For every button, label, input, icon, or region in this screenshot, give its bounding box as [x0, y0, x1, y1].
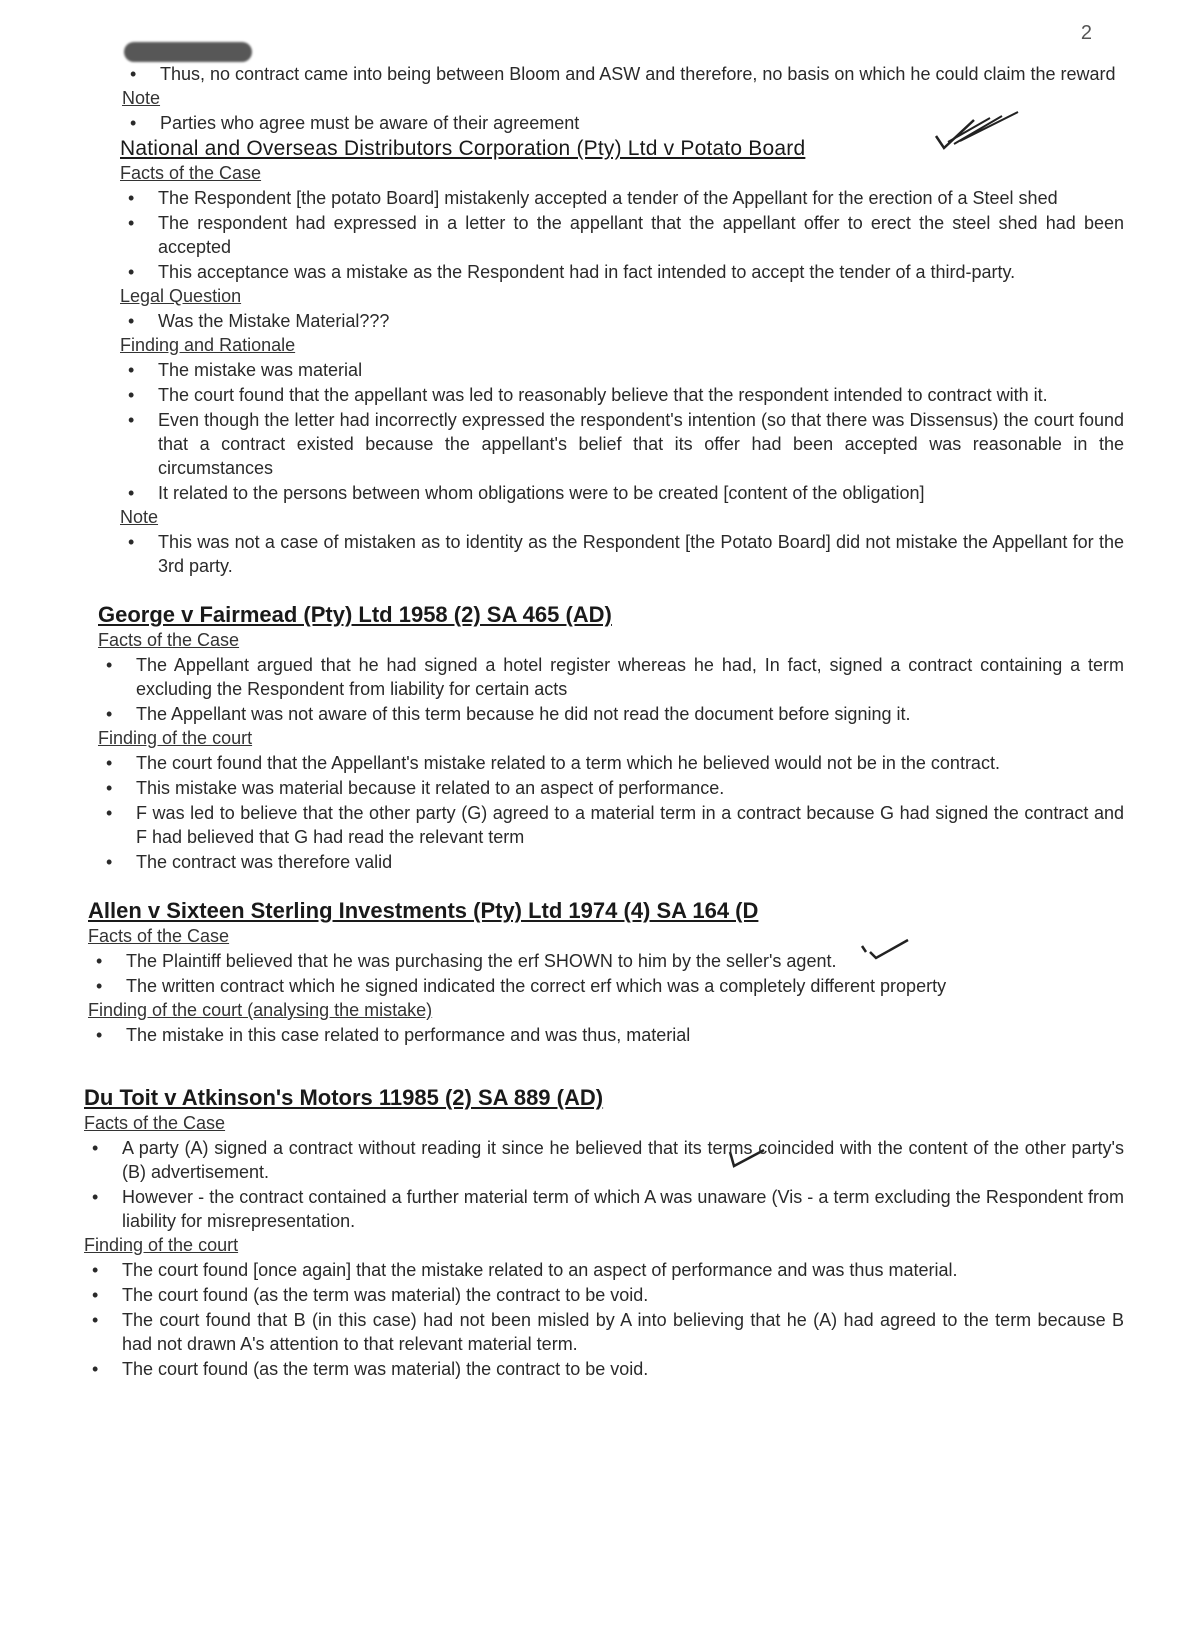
- list-item: • The Plaintiff believed that he was purchasing the erf SHOWN to him by the seller's agent.: [96, 951, 837, 971]
- list-item: • The court found [once again] that the mistake related to an aspect of performance and was thus material.: [92, 1260, 958, 1280]
- list-item: • Was the Mistake Material???: [128, 311, 390, 331]
- bullet-list: [120, 358, 1124, 505]
- list-item: • This mistake was material because it related to an aspect of performance.: [106, 778, 725, 798]
- list-item: • The court found (as the term was material) the contract to be void.: [92, 1359, 649, 1379]
- list-item: • The Appellant was not aware of this term because he did not read the document before signing it.: [106, 704, 911, 724]
- bullet-list: [84, 1136, 1124, 1233]
- list-item: • Even though the letter had incorrectly expressed the respondent's intention (so that there was Dissensus) the court found that a contract existed because the appellant's belief that its offer had been accepted was reasonable in the circumstances: [128, 410, 1124, 478]
- finding-heading: Finding of the court (analysing the mistake): [88, 1000, 433, 1020]
- bullet-list: [84, 1258, 1124, 1381]
- case-title: George v Fairmead (Pty) Ltd 1958 (2) SA 465 (AD): [98, 602, 612, 627]
- bullet-list: [120, 530, 1124, 578]
- case-title: Du Toit v Atkinson's Motors 11985 (2) SA 889 (AD): [84, 1085, 604, 1110]
- facts-heading: Facts of the Case: [98, 630, 240, 650]
- list-item: • The Respondent [the potato Board] mistakenly accepted a tender of the Appellant for the erection of a Steel shed: [128, 188, 1058, 208]
- list-item: • A party (A) signed a contract without reading it since he believed that its terms coincided with the content of the other party's (B) advertisement.: [92, 1138, 1124, 1182]
- bullet-list: [98, 653, 1124, 726]
- list-item: • F was led to believe that the other party (G) agreed to a material term in a contract because G had signed the contract and F had believed that G had read the relevant term: [106, 803, 1124, 847]
- finding-heading: Finding of the court: [98, 728, 253, 748]
- case-george-v-fairmead: [84, 602, 1124, 874]
- bloom-continuation: [84, 62, 1124, 135]
- legal-question-heading: Legal Question: [120, 286, 242, 306]
- bullet-list: [88, 949, 1124, 998]
- note-heading: Note: [120, 507, 159, 527]
- list-item: • The mistake in this case related to performance and was thus, material: [96, 1025, 691, 1045]
- list-item: • However - the contract contained a further material term of which A was unaware (Vis - a term excluding the Respondent from liability for misrepresentation.: [92, 1187, 1124, 1231]
- bullet-list: [122, 111, 1124, 135]
- case-allen-v-sixteen-sterling: [84, 898, 1124, 1047]
- list-item: • The contract was therefore valid: [106, 852, 393, 872]
- list-item: • This was not a case of mistaken as to identity as the Respondent [the Potato Board] did not mistake the Appellant for the 3rd party.: [128, 532, 1124, 576]
- list-item: • The court found that the Appellant's mistake related to a term which he believed would not be in the contract.: [106, 753, 1000, 773]
- list-item: • The court found that the appellant was led to reasonably believe that the respondent intended to contract with it.: [128, 385, 1048, 405]
- list-item: • Thus, no contract came into being between Bloom and ASW and therefore, no basis on which he could claim the reward: [130, 64, 1116, 84]
- list-item: • The written contract which he signed indicated the correct erf which was a completely different property: [96, 976, 947, 996]
- bullet-list: [120, 186, 1124, 284]
- list-item: • The Appellant argued that he had signed a hotel register whereas he had, In fact, signed a contract containing a term excluding the Respondent from liability for certain acts: [106, 655, 1124, 699]
- finding-heading: Finding of the court: [84, 1235, 239, 1255]
- case-du-toit-v-atkinsons-motors: [84, 1085, 1124, 1381]
- bullet-list: [98, 751, 1124, 874]
- case-potato-board: [84, 137, 1124, 578]
- facts-heading: Facts of the Case: [88, 926, 230, 946]
- facts-heading: Facts of the Case: [84, 1113, 226, 1133]
- list-item: • The court found (as the term was material) the contract to be void.: [92, 1285, 649, 1305]
- facts-heading: Facts of the Case: [120, 163, 262, 183]
- page-number: 2: [1080, 22, 1092, 44]
- list-item: • This acceptance was a mistake as the Respondent had in fact intended to accept the tender of a third-party.: [128, 262, 1016, 282]
- bullet-list: [120, 309, 1124, 333]
- bullet-list: [88, 1023, 1124, 1047]
- list-item: • Parties who agree must be aware of their agreement: [130, 113, 580, 133]
- redaction-mark: [124, 42, 252, 62]
- list-item: • The mistake was material: [128, 360, 363, 380]
- finding-heading: Finding and Rationale: [120, 335, 296, 355]
- note-heading: Note: [122, 88, 161, 108]
- case-title: National and Overseas Distributors Corporation (Pty) Ltd v Potato Board: [120, 137, 806, 160]
- list-item: • The respondent had expressed in a letter to the appellant that the appellant offer to erect the steel shed had been accepted: [128, 213, 1124, 257]
- list-item: • The court found that B (in this case) had not been misled by A into believing that he (A) had agreed to the term because B had not drawn A's attention to that relevant material term.: [92, 1310, 1124, 1354]
- case-title: Allen v Sixteen Sterling Investments (Pty) Ltd 1974 (4) SA 164 (D: [88, 898, 759, 923]
- document-content: [84, 62, 1124, 1383]
- list-item: • It related to the persons between whom obligations were to be created [content of the obligation]: [128, 483, 925, 503]
- bullet-list: [122, 62, 1124, 86]
